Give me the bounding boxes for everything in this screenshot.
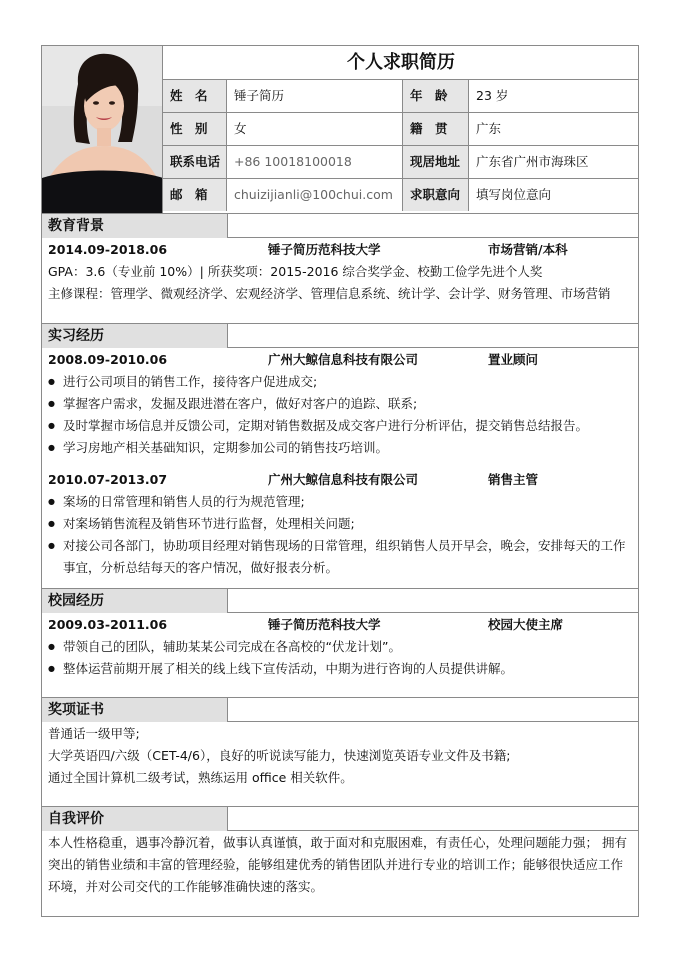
list-item: ● 进行公司项目的销售工作，接待客户促进成交;	[48, 371, 633, 393]
phone-value: +86 10018100018	[227, 146, 403, 178]
age-label: 年 龄	[403, 80, 469, 112]
awards-section-header	[42, 697, 639, 722]
campus-block	[42, 614, 639, 680]
award-line: 大学英语四/六级（CET-4/6），良好的听说读写能力，快速浏览英语专业文件及书籍;	[48, 748, 511, 763]
job-date: 2008.09-2010.06	[48, 352, 168, 367]
internship-section-header	[42, 323, 639, 348]
page-title: 个人求职简历	[163, 46, 639, 80]
origin-value: 广东	[476, 121, 502, 136]
internship-heading: 实习经历	[42, 324, 228, 348]
intent-value: 填写岗位意向	[476, 187, 552, 202]
job-duties-list	[48, 491, 633, 579]
intent-label: 求职意向	[403, 179, 469, 211]
job-duties-list	[48, 371, 633, 459]
job-role: 销售主管	[488, 472, 539, 487]
internship-block	[42, 349, 639, 579]
education-section-header	[42, 213, 639, 238]
job-entry-header	[48, 349, 633, 371]
award-line: 通过全国计算机二级考试，熟练运用 office 相关软件。	[48, 770, 353, 785]
campus-heading: 校园经历	[42, 589, 228, 613]
name-value: 锤子简历	[227, 80, 403, 112]
job-company: 广州大鲸信息科技有限公司	[268, 472, 419, 487]
info-row-gender-origin	[163, 113, 639, 146]
campus-role: 校园大使主席	[488, 617, 564, 632]
age-value: 23 岁	[476, 88, 509, 103]
address-label: 现居地址	[403, 146, 469, 178]
awards-block	[42, 723, 639, 789]
job-date: 2010.07-2013.07	[48, 472, 168, 487]
list-item: ● 带领自己的团队，辅助某某公司完成在各高校的“伏龙计划”。	[48, 636, 633, 658]
self-evaluation-block	[42, 832, 639, 898]
self-evaluation-text: 本人性格稳重，遇事冷静沉着，做事认真谨慎，敢于面对和克服困难，有责任心，处理问题能力强； 拥有突出的销售业绩和丰富的管理经验，能够组建优秀的销售团队并进行专业的培训工作；能够很快适应工作环境，并对公司交代的工作能够准确快速的落实。	[48, 835, 627, 894]
education-school: 锤子简历范科技大学	[268, 242, 381, 257]
list-item: ● 学习房地产相关基础知识，定期参加公司的销售技巧培训。	[48, 437, 633, 459]
education-gpa: GPA：3.6（专业前 10%）| 所获奖项：2015-2016 综合奖学金、校勤工俭学先进个人奖	[48, 264, 543, 279]
gender-value: 女	[227, 113, 403, 145]
campus-entry-header	[48, 614, 633, 636]
education-heading: 教育背景	[42, 214, 228, 238]
portrait-image	[42, 46, 163, 213]
list-item: ● 及时掌握市场信息并反馈公司，定期对销售数据及成交客户进行分析评估，提交销售总结报告。	[48, 415, 633, 437]
education-major: 市场营销/本科	[488, 242, 568, 257]
info-row-email-intent	[163, 179, 639, 212]
campus-activities-list	[48, 636, 633, 680]
list-item: ● 掌握客户需求，发掘及跟进潜在客户，做好对客户的追踪、联系;	[48, 393, 633, 415]
job-company: 广州大鲸信息科技有限公司	[268, 352, 419, 367]
list-item: ● 案场的日常管理和销售人员的行为规范管理;	[48, 491, 633, 513]
origin-label: 籍 贯	[403, 113, 469, 145]
self-evaluation-section-header	[42, 806, 639, 831]
info-row-phone-address	[163, 146, 639, 179]
self-evaluation-heading: 自我评价	[42, 807, 228, 831]
campus-date: 2009.03-2011.06	[48, 617, 168, 632]
list-item: ● 对案场销售流程及销售环节进行监督，处理相关问题;	[48, 513, 633, 535]
job-entry-header	[48, 469, 633, 491]
award-line: 普通话一级甲等;	[48, 726, 140, 741]
email-value: chuizijianli@100chui.com	[227, 179, 403, 211]
campus-school: 锤子简历范科技大学	[268, 617, 381, 632]
profile-photo	[42, 46, 163, 213]
campus-section-header	[42, 588, 639, 613]
resume-sheet	[41, 45, 639, 917]
education-date: 2014.09-2018.06	[48, 242, 168, 257]
list-item: ● 整体运营前期开展了相关的线上线下宣传活动，中期为进行咨询的人员提供讲解。	[48, 658, 633, 680]
education-entry-header	[48, 239, 633, 261]
phone-label: 联系电话	[163, 146, 227, 178]
list-item: ● 对接公司各部门，协助项目经理对销售现场的日常管理，组织销售人员开早会，晚会，安排每天的工作事宜，分析总结每天的客户情况，做好报表分析。	[48, 535, 633, 579]
job-role: 置业顾问	[488, 352, 539, 367]
name-label: 姓 名	[163, 80, 227, 112]
info-row-name-age	[163, 80, 639, 113]
education-block	[42, 239, 639, 305]
email-label: 邮 箱	[163, 179, 227, 211]
gender-label: 性 别	[163, 113, 227, 145]
education-courses: 主修课程：管理学、微观经济学、宏观经济学、管理信息系统、统计学、会计学、财务管理、市场营销	[48, 286, 611, 301]
address-value: 广东省广州市海珠区	[476, 154, 589, 169]
awards-heading: 奖项证书	[42, 698, 228, 722]
